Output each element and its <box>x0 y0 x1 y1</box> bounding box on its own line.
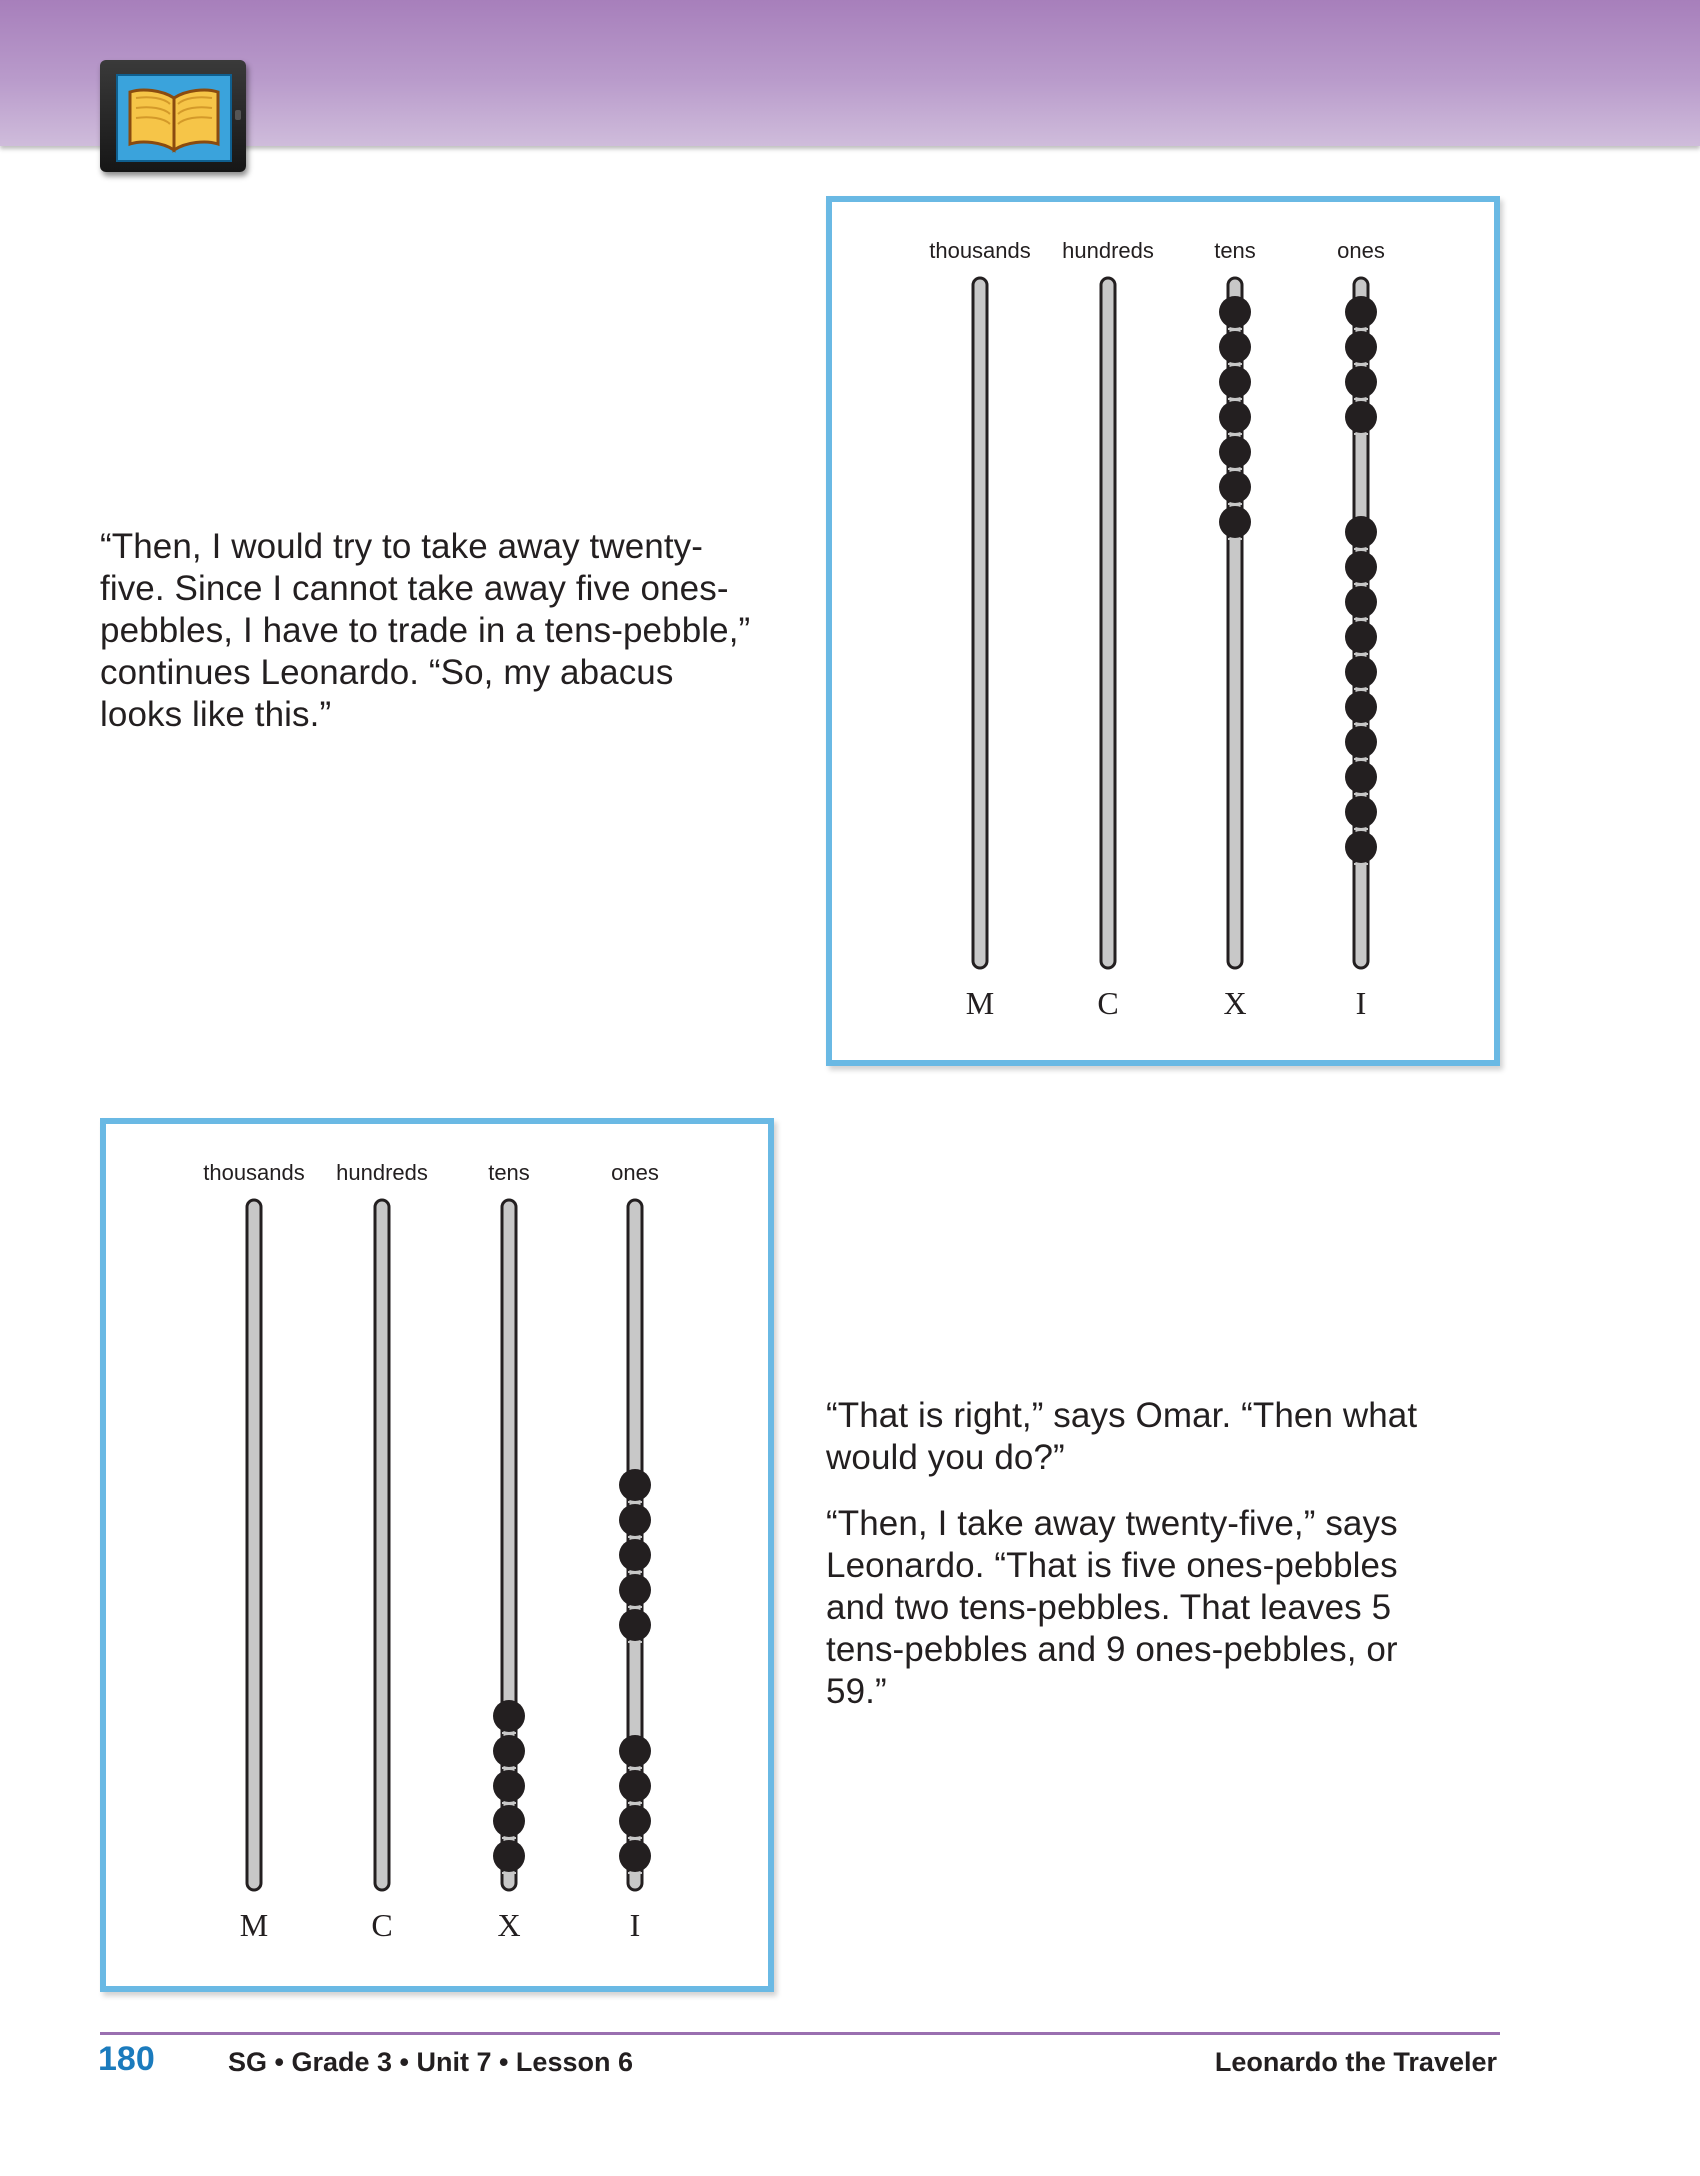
footer-lesson-info: SG • Grade 3 • Unit 7 • Lesson 6 <box>228 2047 633 2077</box>
pebble <box>1345 401 1377 433</box>
pebble <box>1219 506 1251 538</box>
abacus-rod <box>973 278 987 968</box>
pebble <box>1345 726 1377 758</box>
footer-title: Leonardo the Traveler <box>1214 2047 1497 2077</box>
header-band <box>0 0 1700 146</box>
footer-rule <box>100 2032 1500 2035</box>
pebble <box>1219 366 1251 398</box>
abacus-1 <box>832 202 1494 1060</box>
roman-numeral-M: M <box>239 1907 269 1943</box>
pebble <box>1345 366 1377 398</box>
pebble <box>1345 691 1377 723</box>
tablet-book-icon <box>100 60 246 172</box>
column-label-tens: tens <box>1214 238 1256 263</box>
roman-numeral-I: I <box>1355 985 1367 1021</box>
pebble <box>1345 586 1377 618</box>
pebble <box>1345 656 1377 688</box>
pebble <box>1219 436 1251 468</box>
pebble <box>1345 831 1377 863</box>
pebble <box>493 1770 525 1802</box>
pebble <box>1219 401 1251 433</box>
roman-numeral-C: C <box>371 1907 393 1943</box>
pebble <box>1345 796 1377 828</box>
column-label-thousands: thousands <box>929 238 1031 263</box>
abacus-2 <box>106 1124 768 1986</box>
pebble <box>619 1504 651 1536</box>
open-book-icon <box>124 84 224 154</box>
abacus-2-frame <box>100 1118 774 1992</box>
abacus-rod <box>1101 278 1115 968</box>
pebble <box>619 1840 651 1872</box>
pebble <box>1219 471 1251 503</box>
pebble <box>1345 331 1377 363</box>
roman-numeral-C: C <box>1097 985 1119 1021</box>
roman-numeral-X: X <box>1223 985 1247 1021</box>
paragraph-take-away: “Then, I take away twenty-five,” says Leonardo. “That is five ones-pebbles and two tens-pebbles. That leaves 5 tens-pebbles and 9 ones-pebbles, or 59.” <box>826 1504 1398 1711</box>
pebble <box>493 1700 525 1732</box>
column-label-ones: ones <box>1337 238 1385 263</box>
pebble <box>619 1770 651 1802</box>
column-label-thousands: thousands <box>203 1160 305 1185</box>
pebble <box>1345 551 1377 583</box>
paragraph-trade: “Then, I would try to take away twenty-five. Since I cannot take away five ones-pebbles, I have to trade in a tens-pebble,” continues Leonardo. “So, my abacus looks like this.” <box>100 527 751 734</box>
roman-numeral-M: M <box>965 985 995 1021</box>
pebble <box>1219 296 1251 328</box>
pebble <box>1345 761 1377 793</box>
roman-numeral-X: X <box>497 1907 521 1943</box>
column-label-hundreds: hundreds <box>1062 238 1154 263</box>
pebble <box>493 1805 525 1837</box>
pebble <box>619 1539 651 1571</box>
abacus-1-frame <box>826 196 1500 1066</box>
pebble <box>619 1574 651 1606</box>
tablet-screen <box>116 74 232 162</box>
column-label-hundreds: hundreds <box>336 1160 428 1185</box>
roman-numeral-I: I <box>629 1907 641 1943</box>
tablet-button <box>235 110 241 120</box>
column-label-tens: tens <box>488 1160 530 1185</box>
pebble <box>619 1805 651 1837</box>
pebble <box>493 1840 525 1872</box>
pebble <box>1345 621 1377 653</box>
pebble <box>1345 516 1377 548</box>
paragraph-omar: “That is right,” says Omar. “Then what would you do?” <box>826 1396 1418 1477</box>
pebble <box>619 1469 651 1501</box>
abacus-rod <box>247 1200 261 1890</box>
pebble <box>1219 331 1251 363</box>
page-number: 180 <box>98 2040 155 2078</box>
pebble <box>619 1735 651 1767</box>
pebble <box>619 1609 651 1641</box>
column-label-ones: ones <box>611 1160 659 1185</box>
pebble <box>1345 296 1377 328</box>
abacus-rod <box>375 1200 389 1890</box>
pebble <box>493 1735 525 1767</box>
